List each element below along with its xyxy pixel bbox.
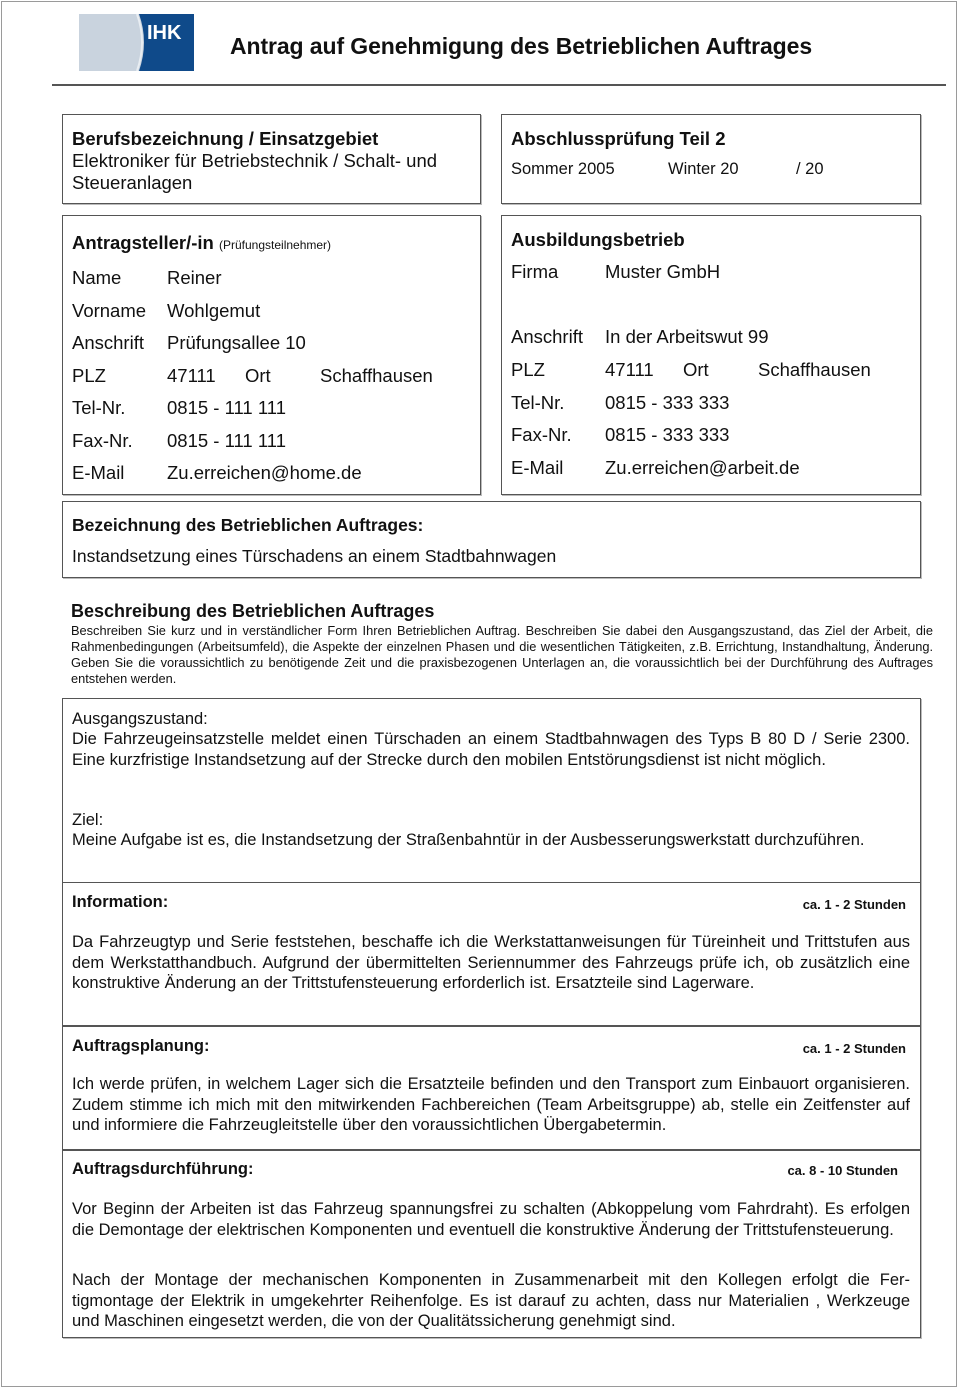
- ausgang-label: Ausgangszustand:: [72, 710, 208, 728]
- phase-hours[interactable]: ca. 1 - 2 Stunden: [802, 897, 906, 912]
- pruefung-winter[interactable]: Winter 20: [668, 160, 739, 178]
- bezeichnung-box: [62, 501, 921, 578]
- phase-title: Auftragsdurchführung:: [72, 1160, 254, 1178]
- beruf-value-line1[interactable]: Elektroniker für Betriebstechnik / Schalt- und: [72, 150, 438, 171]
- antragsteller-title: Antragsteller/-in: [72, 232, 214, 253]
- phase-hours[interactable]: ca. 1 - 2 Stunden: [802, 1041, 906, 1056]
- field-value-name[interactable]: Reiner: [167, 267, 222, 288]
- field-label: Fax-Nr.: [511, 424, 572, 445]
- field-value-vorname[interactable]: Wohlgemut: [167, 300, 261, 321]
- betrieb-title: Ausbildungsbetrieb: [511, 229, 685, 250]
- phase-title: Information:: [72, 893, 169, 911]
- header-divider: [52, 84, 946, 86]
- field-value-plz[interactable]: 47111: [605, 359, 654, 380]
- field-label: E-Mail: [72, 462, 125, 483]
- phase-auftragsdurchfuehrung: [62, 1150, 921, 1338]
- field-label-ort: Ort: [245, 365, 271, 386]
- phase-information: [62, 882, 921, 1026]
- field-label: PLZ: [72, 365, 106, 386]
- field-label-ort: Ort: [683, 359, 709, 380]
- field-label: Firma: [511, 261, 559, 282]
- field-label: Fax-Nr.: [72, 430, 133, 451]
- field-value-tel[interactable]: 0815 - 111 111: [167, 397, 286, 418]
- pruefung-sommer[interactable]: Sommer 2005: [511, 160, 615, 178]
- phase-text[interactable]: Da Fahrzeugtyp und Serie feststehen, beschaffe ich die Werkstattanweisungen für Türeinheit und Trittstufen aus dem Werkstatthandbuch. Aufgrund der übermittelten Seriennummer des Fahrzeugs prüfe ich, ob zusätzlich eine konstruktive Änderung an der Trittstufensteuerung erforderlich ist. Ersatzteile sind Lagerware.: [72, 933, 910, 992]
- ihk-logo: [79, 14, 194, 71]
- field-value-email[interactable]: Zu.erreichen@arbeit.de: [605, 457, 800, 478]
- field-value-email[interactable]: Zu.erreichen@home.de: [167, 462, 362, 483]
- phase-hours[interactable]: ca. 8 - 10 Stunden: [787, 1163, 898, 1178]
- beruf-value-line2[interactable]: Steueranlagen: [72, 172, 193, 193]
- antragsteller-heading: [72, 232, 331, 254]
- phase-auftragsplanung: [62, 1026, 921, 1150]
- field-label: PLZ: [511, 359, 545, 380]
- field-value-firma[interactable]: Muster GmbH: [605, 261, 721, 282]
- phase-text[interactable]: Vor Beginn der Arbeiten ist das Fahrzeug spannungsfrei zu schalten (Abkoppelung vom Fahrdraht). Es erfolgen die Demontage der elektrischen Komponenten und eventuell die konstruktive Änderung der Trittstufensteuerung.: [72, 1200, 910, 1239]
- beruf-box: [62, 114, 481, 204]
- field-value-ort[interactable]: Schaffhausen: [320, 365, 433, 386]
- bezeichnung-title: Bezeichnung des Betrieblichen Auftrages:: [72, 515, 424, 535]
- field-label: Anschrift: [72, 332, 144, 353]
- antragsteller-box: [62, 215, 481, 495]
- beschreibung-title: Beschreibung des Betrieblichen Auftrages: [71, 601, 435, 621]
- ziel-label: Ziel:: [72, 811, 104, 829]
- pruefung-title: Abschlussprüfung Teil 2: [511, 128, 726, 149]
- beruf-title: Berufsbezeichnung / Einsatzgebiet: [72, 128, 379, 149]
- field-label: Name: [72, 267, 122, 288]
- ausgang-text[interactable]: Die Fahrzeugeinsatzstelle meldet einen Türschaden an einem Stadtbahnwagen des Typs B 80 D / Serie 2300. Eine kurzfristige Instandsetzung auf der Strecke durch den mobilen Entstörungsdienst ist nicht möglich.: [72, 730, 910, 769]
- field-value-tel[interactable]: 0815 - 333 333: [605, 392, 730, 413]
- field-label: Vorname: [72, 300, 147, 321]
- field-label: E-Mail: [511, 457, 564, 478]
- pruefung-winter-slash[interactable]: / 20: [796, 160, 824, 178]
- field-label: Tel-Nr.: [72, 397, 126, 418]
- pruefung-box: [501, 114, 921, 204]
- bezeichnung-value[interactable]: Instandsetzung eines Türschadens an einem Stadtbahnwagen: [72, 546, 557, 566]
- phase-title: Auftragsplanung:: [72, 1037, 210, 1055]
- page-title: Antrag auf Genehmigung des Betrieblichen Auftrages: [230, 33, 813, 59]
- logo-text: IHK: [147, 22, 182, 44]
- phase-text[interactable]: Ich werde prüfen, in welchem Lager sich die Ersatzteile befinden und den Transport zum Einbauort organisieren. Zudem stimme ich mich mit den mitwirkenden Fachbereichen (Team Arbeitsgruppe) ab, stelle ein Zeitfenster auf und informiere die Fahrzeugleitstelle über den voraussichtlichen Übergabetermin.: [72, 1075, 910, 1134]
- antragsteller-subtitle: (Prüfungsteilnehmer): [219, 238, 332, 252]
- field-label: Tel-Nr.: [511, 392, 565, 413]
- field-value-plz[interactable]: 47111: [167, 365, 216, 386]
- field-value-anschrift[interactable]: Prüfungsallee 10: [167, 332, 306, 353]
- field-value-ort[interactable]: Schaffhausen: [758, 359, 871, 380]
- betrieb-box: [501, 215, 921, 495]
- ausgang-box: [62, 698, 921, 883]
- ziel-text[interactable]: Meine Aufgabe ist es, die Instandsetzung der Straßenbahntür in der Ausbesserungswerkstatt durchzuführen.: [72, 831, 865, 849]
- field-value-fax[interactable]: 0815 - 111 111: [167, 430, 286, 451]
- phase-text-continued[interactable]: Nach der Montage der mechanischen Komponenten in Zusammenarbeit mit den Kollegen erfolgt die Fertigmontage der Elektrik in umgekehrter Reihenfolge. Es ist darauf zu achten, dass nur Materialien , Werkzeuge und Maschinen eingesetzt werden, die von der Qualitätssicherung genehmigt sind.: [72, 1271, 910, 1330]
- field-value-anschrift[interactable]: In der Arbeitswut 99: [605, 326, 769, 347]
- field-value-fax[interactable]: 0815 - 333 333: [605, 424, 730, 445]
- field-label: Anschrift: [511, 326, 583, 347]
- beschreibung-instructions: Beschreiben Sie kurz und in verständlicher Form Ihren Betrieblichen Auftrag. Beschreiben Sie dabei den Ausgangszustand, das Ziel der Arbeit, die Rahmenbedingungen (Arbeitsumfeld), die Aspekte der einzelnen Phasen und die wesentlichen Tätigkeiten, z.B. Errichtung, Instandhaltung, Änderung. Geben Sie die voraussichtlich zu benötigende Zeit und die praxisbezogenen Unterlagen an, die voraussichtlich bei der Durchführung des Auftrages entstehen werden.: [71, 623, 933, 686]
